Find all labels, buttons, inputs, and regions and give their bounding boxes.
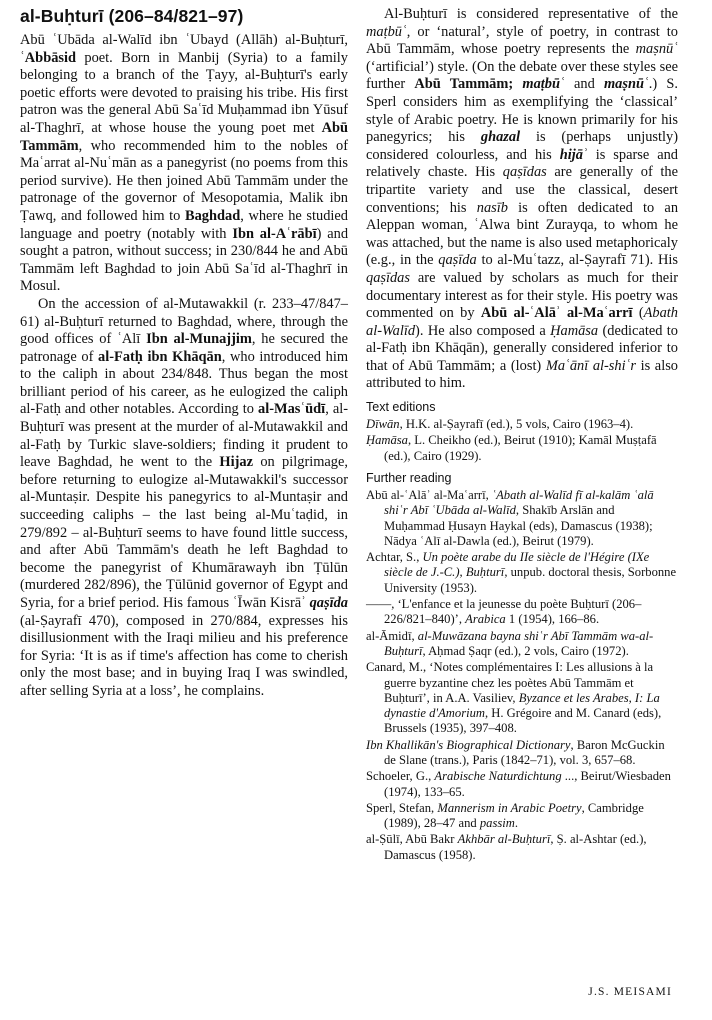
text-run: , Shakīb Arslān and Muḥammad Ḥusayn Haykal (eds), Damascus (1938); Nādya ʿAlī al-Dawla (ed.), Beirut (1979).	[384, 503, 653, 548]
styled-run: Maʿānī al-shiʿr	[545, 357, 636, 374]
reference-item	[366, 769, 678, 800]
reference-item	[366, 801, 678, 832]
text-run: 1 (1954), 166–86.	[505, 612, 600, 627]
styled-run: maṭbūʿ	[522, 76, 565, 93]
reference-item	[366, 550, 678, 596]
left-column	[20, 6, 348, 701]
text-run: (	[632, 305, 644, 322]
reference-item	[366, 488, 678, 549]
text-run: Abū ʿUbāda al-Walīd ibn ʿUbayd (Allāh) al-Buḥturī,	[20, 32, 348, 48]
text-run: is (perhaps unjustly) considered colourless, and his	[366, 129, 678, 163]
styled-run: ghazal	[480, 129, 521, 146]
text-run: , H.K. al-Ṣayrafī (ed.), 5 vols, Cairo (1963–4).	[399, 417, 634, 432]
text-run: , Aḥmad Ṣaqr (ed.), 2 vols, Cairo (1972).	[422, 643, 629, 658]
styled-run: maṣnūʿ	[603, 76, 649, 93]
styled-run: al-Fatḥ ibn Khāqān	[98, 348, 222, 365]
reference-item	[366, 629, 678, 660]
styled-run: Hijaz	[219, 454, 253, 471]
text-run: and	[564, 76, 604, 93]
styled-run: Akhbār al-Buḥturī	[457, 832, 551, 847]
entry-title: al-Buḥturī (206–84/821–97)	[20, 6, 244, 26]
text-run: ——, ‘L'enfance et la jeunesse du poète Buḥturī (206–226/821–840)’,	[366, 597, 642, 627]
styled-run: Byzance et les Arabes, I: La dynastie d'Amorium	[384, 690, 660, 721]
styled-run: Dīwān	[366, 417, 400, 432]
text-editions-heading: Text editions	[366, 400, 436, 415]
text-run: (dedicated to al-Fatḥ ibn Khāqān), generally considered inferior to that of Abū Tammām; a (lost)	[366, 322, 678, 374]
styled-run: maṭbūʿ	[366, 23, 407, 40]
text-run: Schoeler, G.,	[366, 769, 435, 784]
styled-run: Baghdad	[185, 207, 241, 224]
left-body	[20, 32, 348, 701]
text-run: ). He also composed a	[415, 322, 551, 339]
text-run: poet. Born in Manbij (Syria) to a family belonging to a branch of the Ṭayy, al-Buḥturī's early poetic efforts were devoted to praising his tribe. His first patron was the general Abū Saʿīd Muḥammad ibn Yūsuf al-Thaghrī, at whose house the young poet met	[20, 49, 348, 136]
styled-run: passim	[479, 816, 515, 831]
paragraph	[366, 6, 678, 393]
styled-run: nasīb	[476, 199, 508, 216]
text-run: (al-Ṣayrafī 470), composed in 270/884, expresses his disillusionment with the Iraqi milieu and his preference for Syria: ‘It is as if time's affection has come to cherish only the most base; and in buying Iraq I was swindled, after selling Syria at a loss’, he complains.	[20, 612, 348, 699]
author-signature: J.S. MEISAMI	[588, 986, 672, 998]
text-run: , who recommended him to the nobles of Maʿarrat al-Nuʿmān as a panegyrist (no poems from this period survive). He then joined Abū Tammām under the patronage of the governor of Mesopotamia, Malik ibn Ṭawq, and followed him to	[20, 137, 348, 224]
styled-run: Abū Tammām;	[414, 76, 523, 93]
styled-run: ʿAbath al-Walīd fī al-kalām ʿalā shiʿr Abī ʿUbāda al-Walīd	[384, 487, 654, 518]
text-run: On the accession of al-Mutawakkil (r. 233–47/847–61) al-Buḥturī returned to Baghdad, where, through the good offices of ʿAlī	[20, 295, 348, 348]
text-run: ) and sought a patron, without success; in 230/844 he and Abū Tammām left Baghdad to join Abū Saʿīd al-Thaghrī in Mosul.	[20, 225, 349, 295]
further-reading-heading: Further reading	[366, 470, 452, 485]
styled-run: Abū al-ʿAlāʾ al-Maʿarrī	[480, 305, 633, 322]
styled-run: Abath al-Walīd	[366, 305, 678, 339]
reference-item	[366, 832, 678, 863]
text-run: , who introduced him to the caliph in about 234/848. Thus began the most brilliant period of his career, as he eulogized the caliph al-Fatḥ and other notables. According to	[20, 348, 349, 418]
text-run: al-Āmidī,	[366, 628, 418, 643]
text-run: , where he studied language and poetry (notably with	[20, 207, 348, 242]
text-run: to al-Muʿtazz, al-Ṣayrafī 71). His	[476, 252, 678, 269]
styled-run: qaṣīda	[438, 252, 477, 269]
reference-item	[366, 738, 678, 769]
styled-run: qaṣīdas	[502, 164, 547, 181]
text-run: .	[514, 816, 518, 831]
styled-run: qaṣīda	[309, 595, 348, 611]
paragraph	[20, 32, 348, 296]
reference-item	[366, 417, 678, 432]
styled-run: Ibn Khallikān's Biographical Dictionary	[366, 737, 571, 752]
text-run: Abū al-ʿAlāʾ al-Maʿarrī,	[366, 487, 492, 502]
styled-run: al-Masʿūdī	[258, 401, 326, 418]
text-run: , Ṣ. al-Ashtar (ed.), Damascus (1958).	[384, 832, 647, 862]
styled-run: Mannerism in Arabic Poetry	[437, 800, 582, 815]
text-editions-list	[366, 417, 678, 464]
text-run: ..., Beirut/Wiesbaden (1974), 133–65.	[384, 769, 671, 799]
styled-run: Arabische Naturdichtung	[434, 769, 562, 784]
styled-run: al-Muwāzana bayna shiʿr Abī Tammām wa-al-Buḥturī	[384, 628, 654, 658]
styled-run: Ḥamāsa	[366, 433, 408, 448]
text-run: , L. Cheikho (ed.), Beirut (1910); Kamāl Muṣṭafā (ed.), Cairo (1929).	[384, 433, 657, 463]
styled-run: Ibn al-Munajjim	[146, 331, 252, 348]
styled-run: qaṣīdas	[366, 269, 410, 286]
reference-item	[366, 597, 678, 628]
further-reading-list	[366, 488, 678, 863]
text-run: , H. Grégoire and M. Canard (eds), Brussels (1935), 397–408.	[384, 706, 662, 736]
right-body	[366, 6, 678, 393]
styled-run: maṣnūʿ	[635, 41, 678, 58]
text-run: is sparse and relatively chaste. His	[366, 146, 678, 181]
text-run: al-Ṣūlī, Abū Bakr	[366, 832, 458, 847]
styled-run: Ḥamāsa	[550, 322, 599, 339]
text-run: (‘artificial’) style. (On the debate over these styles see further	[366, 58, 678, 93]
text-run: Al-Buḥturī is considered representative of the	[384, 6, 678, 22]
reference-item	[366, 660, 678, 736]
reference-item	[366, 433, 678, 464]
text-run: , Baron McGuckin de Slane (trans.), Paris (1842–71), vol. 3, 657–68.	[384, 737, 665, 767]
paragraph	[20, 296, 348, 701]
text-run: are valued by scholars as much for their documentary interest as for their style. His poetry was commented on by	[366, 269, 678, 322]
styled-run: Ibn al-Aʿrābī	[232, 225, 317, 242]
text-run: are generally of the tripartite variety and use the classical, desert conventions; his	[366, 164, 678, 216]
text-run: , al-Buḥturī was present at the murder of al-Mutawakkil and al-Fatḥ by Turkic slave-soldiers; finding it prudent to leave Baghdad, he went to the	[20, 401, 348, 471]
text-run: , unpub. doctoral thesis, Sorbonne University (1953).	[384, 565, 677, 595]
text-run: , Cambridge (1989), 28–47 and	[384, 800, 644, 831]
styled-run: ʿAbbāsid	[20, 49, 76, 66]
styled-run: Arabica	[465, 612, 506, 627]
text-run: .) S. Sperl considers him as exemplifying the ‘classical’ style of Arabic poetry. He is known primarily for his panegyrics; his	[366, 76, 678, 146]
text-run: on pilgrimage, before returning to eulogize al-Mutawakkil's successor al-Muntaṣir. Despite his panegyrics to al-Muntaṣir and succeeding caliphs – the last being al-Muʿtaḍid, in 279/892 – al-Buḥturī seems to have found little success, and after Abū Tammām's death he left Baghdad to become the panegyrist of Khumārawayh ibn Ṭūlūn (murdered 282/896), the Ṭūlūnid governor of Egypt and Syria, for a brief period. His famous ʿĪwān Kisrāʾ	[20, 454, 348, 611]
text-run: Achtar, S.,	[366, 550, 423, 565]
styled-run: hijāʾ	[559, 146, 588, 163]
text-run: , or ‘natural’, style of poetry, in contrast to Abū Tammām, whose poetry represents the	[366, 23, 678, 58]
text-run: is often dedicated to an Aleppan woman, ʿAlwa bint Zurayqa, to whom he was attached, but the name is also used metaphoricaly (e.g., in the	[366, 199, 679, 269]
text-run: , he secured the patronage of	[20, 331, 349, 365]
styled-run: Abū Tammām	[20, 119, 348, 154]
styled-run: Un poète arabe du IIe siècle de l'Hégire (IXe siècle de J.-C.), Buḥturī	[384, 550, 650, 580]
text-run: Sperl, Stefan,	[366, 800, 438, 815]
text-run: is also attributed to him.	[366, 357, 678, 392]
text-run: Canard, M., ‘Notes complémentaires I: Les allusions à la guerre byzantine chez les poètes Abū Tammām et Buḥturī’, in A.A. Vasiliev,	[366, 660, 654, 705]
right-column	[366, 6, 678, 864]
